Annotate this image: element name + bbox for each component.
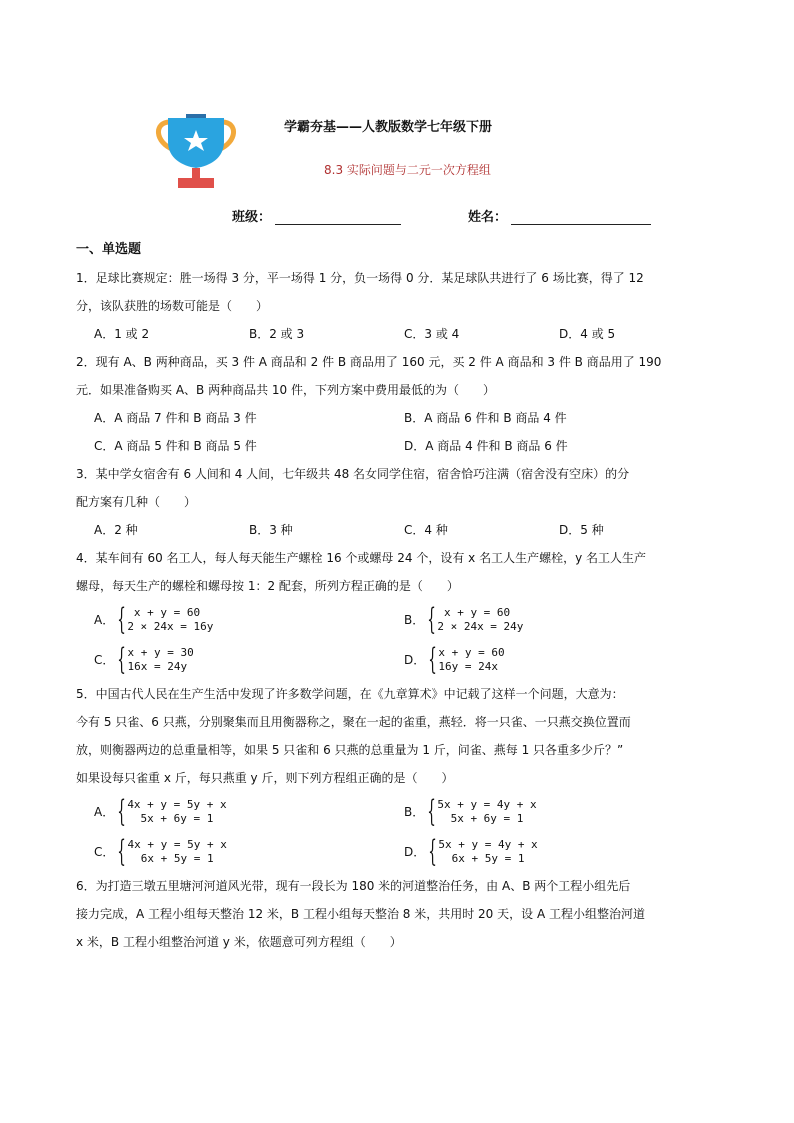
option-b[interactable]: B．A 商品 6 件和 B 商品 4 件 [404,411,567,425]
options [76,832,726,872]
question-line: 元．如果准备购买 A、B 两种商品共 10 件，下列方案中费用最低的为（ ） [76,383,495,397]
option-c[interactable]: C．4 种 [404,523,448,537]
question-line: 4．某车间有 60 名工人，每人每天能生产螺栓 16 个或螺母 24 个，设有 x 名工人生产螺栓，y 名工人生产 [76,551,646,565]
option-a[interactable]: A．2 种 [94,523,138,537]
option-b[interactable]: B．3 种 [249,523,293,537]
option-b[interactable]: B． { 5x + y = 4y + x 5x + 6y = 1 [404,794,537,829]
trophy-icon [150,112,242,192]
class-blank [275,210,401,225]
question-line: 5．中国古代人民在生产生活中发现了许多数学问题，在《九章算术》中记载了这样一个问题，大意为： [76,687,624,701]
option-d[interactable]: D． { x + y = 60 16y = 24x [404,642,505,677]
question-line: 接力完成，A 工程小组每天整治 12 米，B 工程小组每天整治 8 米，共用时 20 天，设 A 工程小组整治河道 [76,907,645,921]
class-label: 班级： [232,210,272,225]
options [76,640,726,680]
question-line: 今有 5 只雀、6 只燕，分别聚集而且用衡器称之，聚在一起的雀重，燕轻．将一只雀、一只燕交换位置而 [76,715,631,729]
question-4 [76,544,726,680]
question-3 [76,460,726,544]
option-c[interactable]: C． { 4x + y = 5y + x 6x + 5y = 1 [94,834,227,869]
brace-icon: { [117,794,127,829]
option-a[interactable]: A．A 商品 7 件和 B 商品 3 件 [94,411,257,425]
option-d[interactable]: D． { 5x + y = 4y + x 6x + 5y = 1 [404,834,538,869]
options [76,792,726,832]
brace-icon: { [117,642,127,677]
question-line: 分，该队获胜的场数可能是（ ） [76,299,269,313]
brace-icon: { [428,642,438,677]
option-a[interactable]: A． { 4x + y = 5y + x 5x + 6y = 1 [94,794,227,829]
question-2 [76,348,726,460]
name-label: 姓名： [468,210,508,225]
option-a[interactable]: A． { x + y = 60 2 × 24x = 16y [94,602,214,637]
option-d[interactable]: D．5 种 [559,523,604,537]
name-blank [511,210,651,225]
brace-icon: { [117,834,127,869]
option-c[interactable]: C． { x + y = 30 16x = 24y [94,642,194,677]
question-line: 放，则衡器两边的总重量相等，如果 5 只雀和 6 只燕的总重量为 1 斤，问雀、燕每 1 只各重多少斤？” [76,743,624,757]
question-line: 6．为打造三墩五里塘河河道风光带，现有一段长为 180 米的河道整治任务，由 A、B 两个工程小组先后 [76,879,631,893]
question-5 [76,680,726,872]
document-title: 学霸夯基——人教版数学七年级下册 [284,120,493,135]
option-d[interactable]: D．4 或 5 [559,327,616,341]
document-subtitle: 8.3 实际问题与二元一次方程组 [324,163,491,177]
question-line: 3．某中学女宿舍有 6 人间和 4 人间，七年级共 48 名女同学住宿，宿舍恰巧注满（宿舍没有空床）的分 [76,467,630,481]
section-heading: 一、单选题 [76,242,142,257]
question-line: x 米，B 工程小组整治河道 y 米，依题意可列方程组（ ） [76,935,402,949]
brace-icon: { [427,794,437,829]
option-b[interactable]: B．2 或 3 [249,327,305,341]
option-d[interactable]: D．A 商品 4 件和 B 商品 6 件 [404,439,568,453]
question-line: 配方案有几种（ ） [76,495,197,509]
options [76,320,726,348]
options [76,432,726,460]
brace-icon: { [428,834,438,869]
question-6 [76,872,726,956]
question-line: 2．现有 A、B 两种商品，买 3 件 A 商品和 2 件 B 商品用了 160 元，买 2 件 A 商品和 3 件 B 商品用了 190 [76,355,662,369]
option-b[interactable]: B． { x + y = 60 2 × 24x = 24y [404,602,524,637]
option-a[interactable]: A．1 或 2 [94,327,150,341]
brace-icon: { [117,602,127,637]
name-field [468,206,651,225]
question-list [76,236,726,956]
class-field [232,206,401,225]
question-line: 1．足球比赛规定：胜一场得 3 分，平一场得 1 分，负一场得 0 分．某足球队共进行了 6 场比赛，得了 12 [76,271,644,285]
option-c[interactable]: C．3 或 4 [404,327,460,341]
question-1 [76,264,726,348]
question-line: 螺母，每天生产的螺栓和螺母按 1：2 配套，所列方程正确的是（ ） [76,579,459,593]
options [76,516,726,544]
question-line: 如果设每只雀重 x 斤，每只燕重 y 斤，则下列方程组正确的是（ ） [76,771,454,785]
option-c[interactable]: C．A 商品 5 件和 B 商品 5 件 [94,439,257,453]
options [76,404,726,432]
brace-icon: { [427,602,437,637]
options [76,600,726,640]
